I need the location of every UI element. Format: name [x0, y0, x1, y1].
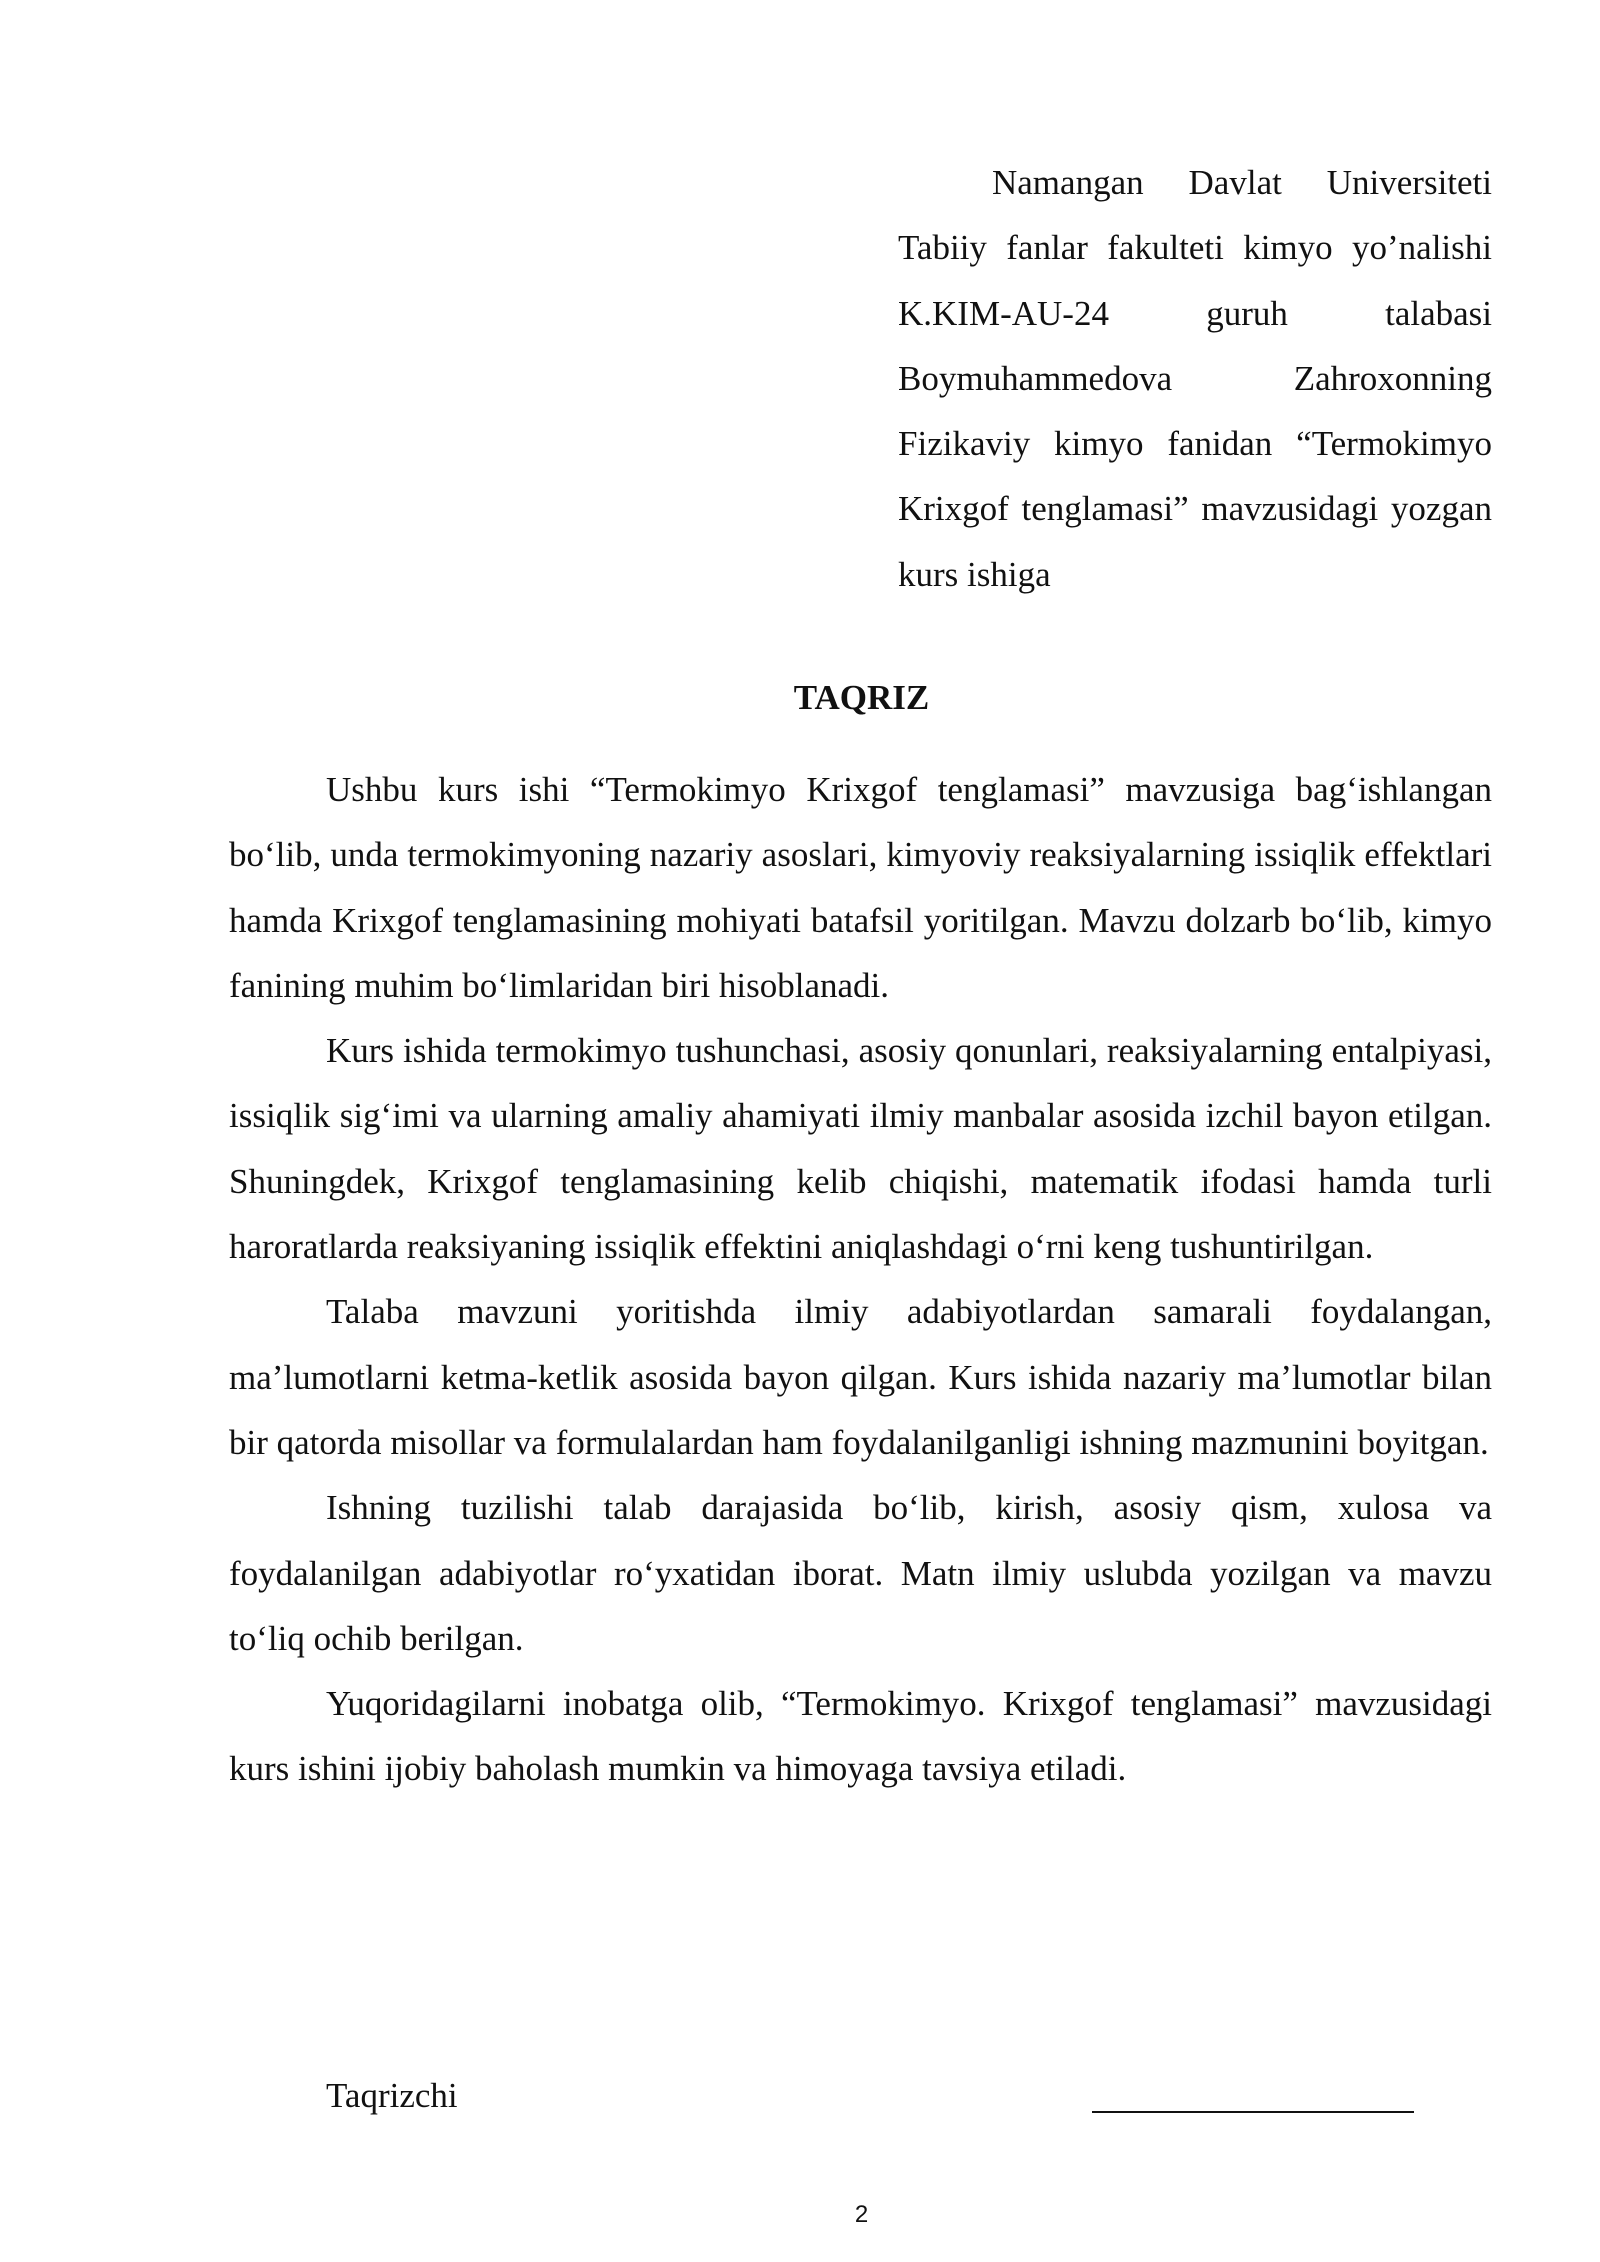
- body-paragraph-1: Ushbu kurs ishi “Termokimyo Krixgof tenglamasi” mavzusiga bag‘ishlangan bo‘lib, unda termokimyoning nazariy asoslari, kimyoviy reaksiyalarning issiqlik effektlari hamda Krixgof tenglamasining mohiyati batafsil yoritilgan. Mavzu dolzarb bo‘lib, kimyo fanining muhim bo‘limlaridan biri hisoblanadi.: [229, 770, 1492, 1005]
- body-paragraph-3: Talaba mavzuni yoritishda ilmiy adabiyotlardan samarali foydalangan, ma’lumotlarni ketma-ketlik asosida bayon qilgan. Kurs ishida nazariy ma’lumotlar bilan bir qatorda misollar va formulalardan ham foydalanilganligi ishning mazmunini boyitgan.: [229, 1292, 1492, 1462]
- body-paragraph-4: Ishning tuzilishi talab darajasida bo‘lib, kirish, asosiy qism, xulosa va foydalanilgan adabiyotlar ro‘yxatidan iborat. Matn ilmiy uslubda yozilgan va mavzu to‘liq ochib berilgan.: [229, 1488, 1492, 1658]
- body-paragraph-5: Yuqoridagilarni inobatga olib, “Termokimyo. Krixgof tenglamasi” mavzusidagi kurs ishini ijobiy baholash mumkin va himoyaga tavsiya etiladi.: [229, 1684, 1492, 1789]
- signature-block: [326, 2066, 1496, 2126]
- body-paragraph-2: Kurs ishida termokimyo tushunchasi, asosiy qonunlari, reaksiyalarning entalpiyasi, issiqlik sig‘imi va ularning amaliy ahamiyati ilmiy manbalar asosida izchil bayon etilgan. Shuningdek, Krixgof tenglamasining kelib chiqishi, matematik ifodasi hamda turli haroratlarda reaksiyaning issiqlik effektini aniqlashdagi o‘rni keng tushuntirilgan.: [229, 1031, 1492, 1267]
- signature-line: [1092, 2111, 1414, 2113]
- reviewer-label: Taqrizchi: [326, 2076, 458, 2115]
- addressee-block: Namangan Davlat Universiteti Tabiiy fanlar fakulteti kimyo yo’nalishi K.KIM-AU-24 guruh talabasi Boymuhammedova Zahroxonning Fizikaviy kimyo fanidan “Termokimyo Krixgof tenglamasi” mavzusidagi yozgan kurs ishiga: [898, 163, 1492, 594]
- review-body: [229, 757, 1492, 1802]
- document-title: TAQRIZ: [793, 678, 930, 717]
- page-number: 2: [854, 2201, 869, 2228]
